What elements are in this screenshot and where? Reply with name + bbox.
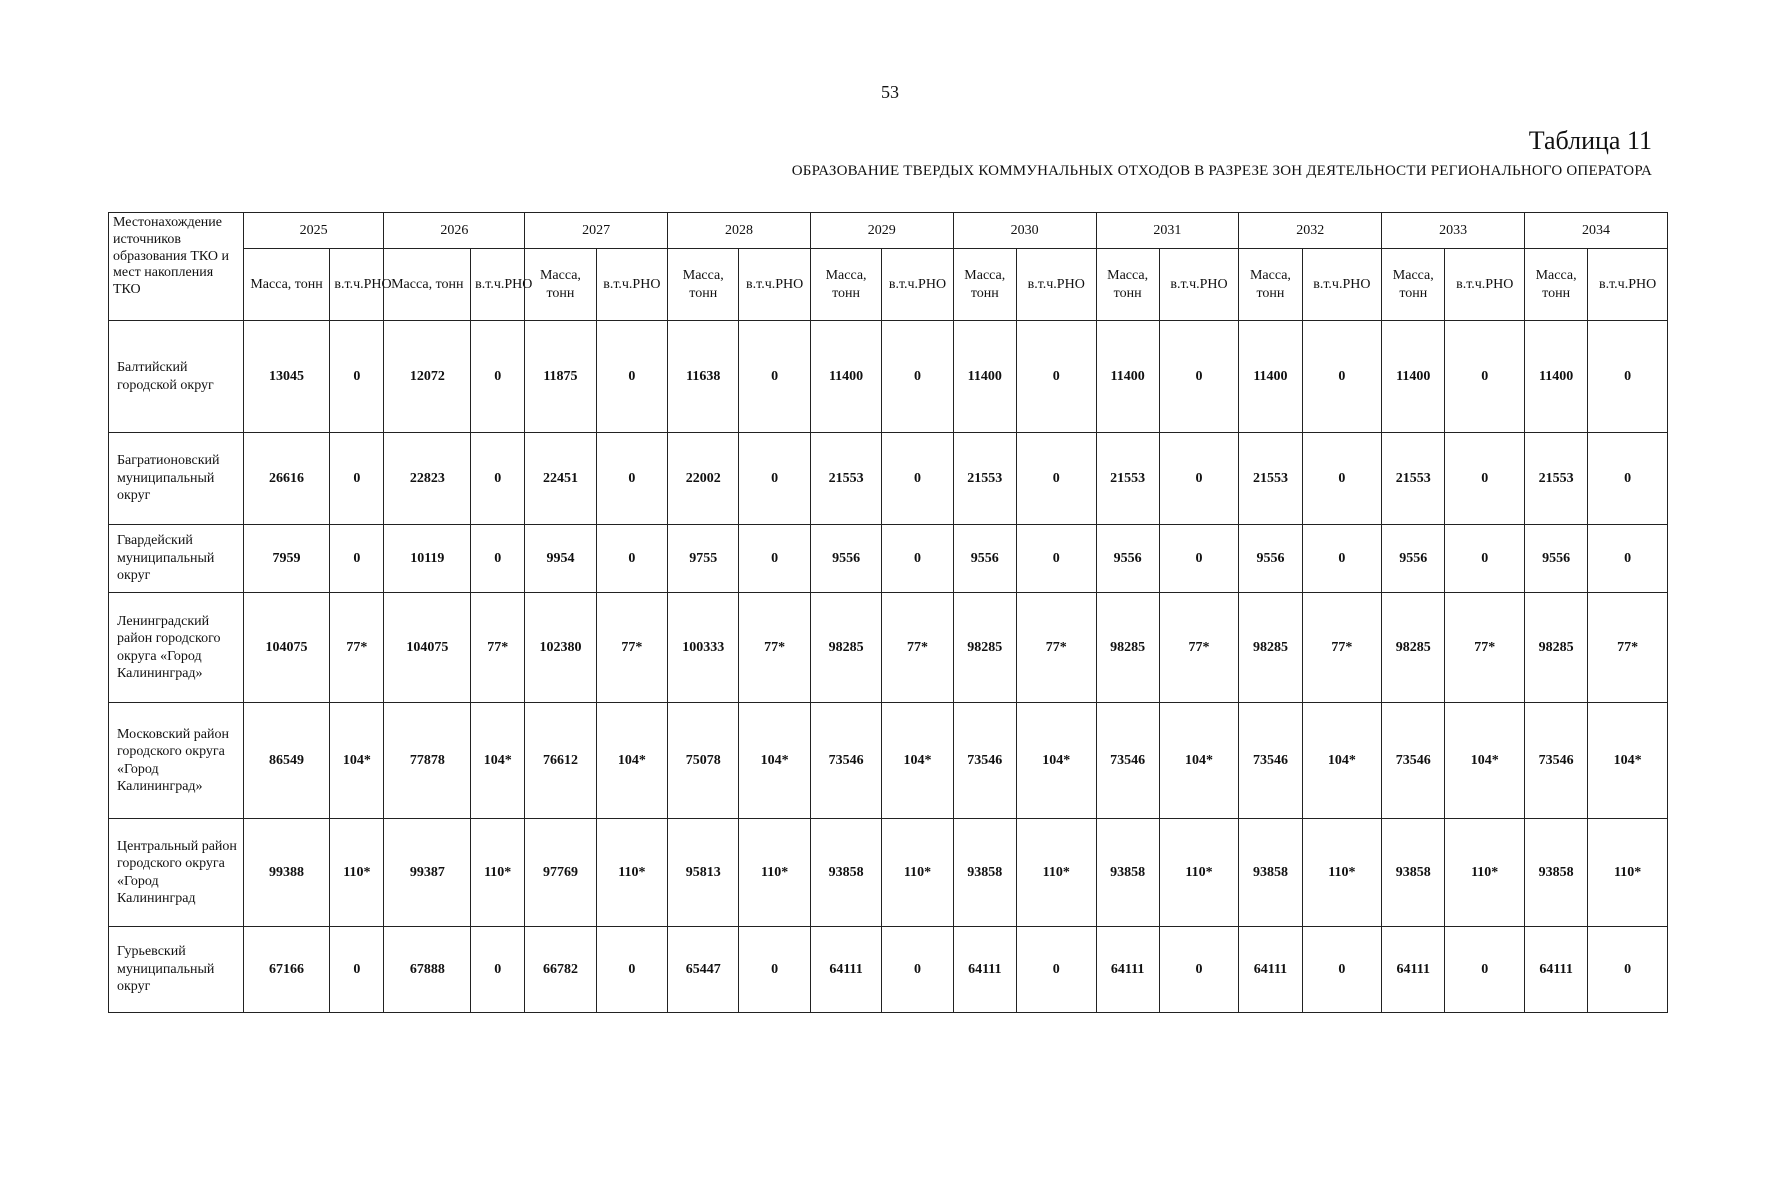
- mass-value: 22823: [409, 470, 445, 486]
- mass-cell: [243, 321, 330, 433]
- rno-cell: 0: [471, 927, 525, 1013]
- mass-value: 64111: [968, 961, 1002, 977]
- mass-value: 66782: [542, 961, 578, 977]
- mass-value: 11638: [686, 368, 721, 384]
- rno-cell: 0: [1302, 525, 1382, 593]
- mass-header: Масса, тонн: [1524, 249, 1587, 321]
- mass-value: 9556: [1542, 550, 1571, 566]
- mass-cell: [384, 927, 471, 1013]
- rno-cell: 77*: [1445, 593, 1525, 703]
- corner-header: Местонахождение источников образования ТКО и мест накопления ТКО: [109, 213, 244, 321]
- mass-value: 7959: [272, 550, 301, 566]
- mass-value: 9954: [546, 550, 575, 566]
- mass-value: 67888: [409, 961, 445, 977]
- mass-cell: [1239, 703, 1302, 819]
- rno-cell: 0: [1445, 927, 1525, 1013]
- mass-cell: [668, 593, 739, 703]
- rno-cell: 0: [1159, 927, 1239, 1013]
- mass-value: 11400: [1110, 368, 1145, 384]
- mass-value: 93858: [1110, 864, 1146, 880]
- mass-value: 97769: [542, 864, 578, 880]
- mass-cell: [243, 593, 330, 703]
- rno-cell: 0: [471, 321, 525, 433]
- rno-cell: 104*: [596, 703, 667, 819]
- rno-cell: 0: [1588, 321, 1668, 433]
- mass-value: 11400: [1538, 368, 1574, 384]
- mass-cell: [810, 703, 881, 819]
- row-label: Московский район городского округа «Город Калининград»: [109, 703, 244, 819]
- rno-cell: 0: [1159, 433, 1239, 525]
- mass-value: 93858: [828, 864, 864, 880]
- year-header-row: [109, 213, 1668, 249]
- rno-header: в.т.ч.РНО: [1016, 249, 1096, 321]
- rno-cell: 0: [1445, 525, 1525, 593]
- mass-cell: [810, 525, 881, 593]
- rno-cell: 77*: [1302, 593, 1382, 703]
- mass-value: 11875: [543, 368, 578, 384]
- mass-cell: [1096, 927, 1159, 1013]
- mass-cell: [953, 819, 1016, 927]
- mass-cell: [953, 321, 1016, 433]
- mass-value: 21553: [1110, 470, 1146, 486]
- mass-cell: [1382, 525, 1445, 593]
- mass-value: 21553: [1538, 470, 1574, 486]
- mass-cell: [1239, 927, 1302, 1013]
- mass-cell: [1239, 525, 1302, 593]
- mass-cell: [810, 321, 881, 433]
- year-header-2028: 2028: [668, 213, 811, 249]
- mass-value: 76612: [542, 752, 578, 768]
- mass-cell: [810, 433, 881, 525]
- rno-cell: 77*: [330, 593, 384, 703]
- rno-cell: 0: [739, 525, 810, 593]
- mass-value: 93858: [1395, 864, 1431, 880]
- rno-cell: 110*: [1016, 819, 1096, 927]
- mass-header: Масса, тонн: [1239, 249, 1302, 321]
- rno-cell: 0: [882, 321, 953, 433]
- row-label: Ленинградский район городского округа «Город Калининград»: [109, 593, 244, 703]
- mass-value: 11400: [828, 368, 864, 384]
- rno-header: в.т.ч.РНО: [1445, 249, 1525, 321]
- rno-cell: 0: [1159, 525, 1239, 593]
- mass-cell: [668, 525, 739, 593]
- mass-cell: [953, 927, 1016, 1013]
- rno-cell: 0: [1016, 321, 1096, 433]
- rno-cell: 0: [1588, 927, 1668, 1013]
- mass-value: 98285: [1110, 639, 1146, 655]
- mass-cell: [243, 819, 330, 927]
- rno-cell: 110*: [882, 819, 953, 927]
- mass-cell: [525, 433, 596, 525]
- table-row: [109, 927, 1668, 1013]
- mass-value: 93858: [967, 864, 1003, 880]
- mass-value: 9556: [832, 550, 861, 566]
- mass-cell: [1524, 819, 1587, 927]
- year-header-2032: 2032: [1239, 213, 1382, 249]
- rno-cell: 0: [471, 433, 525, 525]
- mass-value: 98285: [1252, 639, 1288, 655]
- rno-cell: 104*: [330, 703, 384, 819]
- year-header-2030: 2030: [953, 213, 1096, 249]
- mass-value: 13045: [269, 368, 305, 384]
- rno-cell: 0: [330, 525, 384, 593]
- mass-cell: [1524, 321, 1587, 433]
- rno-cell: 0: [1016, 927, 1096, 1013]
- mass-cell: [1096, 819, 1159, 927]
- rno-cell: 0: [1016, 433, 1096, 525]
- rno-header: в.т.ч.РНО: [330, 249, 384, 321]
- mass-value: 9755: [689, 550, 718, 566]
- mass-value: 22451: [542, 470, 578, 486]
- mass-cell: [243, 927, 330, 1013]
- mass-value: 11400: [967, 368, 1002, 384]
- rno-header: в.т.ч.РНО: [1302, 249, 1382, 321]
- rno-header: в.т.ч.РНО: [1159, 249, 1239, 321]
- rno-cell: 110*: [471, 819, 525, 927]
- rno-cell: 0: [1302, 927, 1382, 1013]
- row-label: Балтийский городской округ: [109, 321, 244, 433]
- mass-value: 65447: [685, 961, 721, 977]
- rno-cell: 110*: [739, 819, 810, 927]
- mass-header: Масса, тонн: [1096, 249, 1159, 321]
- mass-value: 73546: [828, 752, 864, 768]
- mass-value: 98285: [828, 639, 864, 655]
- mass-cell: [1239, 593, 1302, 703]
- rno-cell: 77*: [596, 593, 667, 703]
- table-body: [109, 321, 1668, 1013]
- rno-cell: 0: [596, 321, 667, 433]
- mass-cell: [384, 321, 471, 433]
- mass-cell: [668, 819, 739, 927]
- mass-cell: [1524, 703, 1587, 819]
- waste-generation-table: [108, 212, 1668, 1013]
- rno-cell: 0: [1302, 433, 1382, 525]
- mass-cell: [1524, 927, 1587, 1013]
- rno-cell: 110*: [1588, 819, 1668, 927]
- rno-cell: 0: [330, 433, 384, 525]
- rno-cell: 104*: [1016, 703, 1096, 819]
- rno-cell: 104*: [1445, 703, 1525, 819]
- rno-cell: 0: [1445, 433, 1525, 525]
- mass-value: 21553: [1395, 470, 1431, 486]
- table-row: [109, 819, 1668, 927]
- mass-cell: [1239, 433, 1302, 525]
- mass-value: 64111: [1253, 961, 1288, 977]
- mass-value: 73546: [1395, 752, 1431, 768]
- rno-cell: 110*: [1159, 819, 1239, 927]
- rno-cell: 0: [739, 321, 810, 433]
- rno-cell: 0: [1588, 525, 1668, 593]
- mass-cell: [668, 703, 739, 819]
- mass-header: Масса, тонн: [243, 249, 330, 321]
- year-header-2033: 2033: [1382, 213, 1525, 249]
- mass-cell: [1524, 433, 1587, 525]
- mass-value: 67166: [269, 961, 305, 977]
- mass-cell: [525, 593, 596, 703]
- mass-value: 93858: [1538, 864, 1574, 880]
- mass-value: 11400: [1253, 368, 1288, 384]
- rno-cell: 77*: [1016, 593, 1096, 703]
- year-header-2027: 2027: [525, 213, 668, 249]
- mass-value: 77878: [409, 752, 445, 768]
- rno-cell: 77*: [1588, 593, 1668, 703]
- rno-header: в.т.ч.РНО: [471, 249, 525, 321]
- mass-cell: [525, 525, 596, 593]
- mass-cell: [525, 703, 596, 819]
- rno-cell: 104*: [739, 703, 810, 819]
- mass-value: 11400: [1396, 368, 1431, 384]
- mass-value: 86549: [269, 752, 305, 768]
- row-label: Гурьевский муниципальный округ: [109, 927, 244, 1013]
- rno-cell: 104*: [1302, 703, 1382, 819]
- mass-value: 99388: [269, 864, 305, 880]
- mass-cell: [384, 593, 471, 703]
- mass-value: 95813: [685, 864, 721, 880]
- mass-cell: [384, 525, 471, 593]
- row-label: Гвардейский муниципальный округ: [109, 525, 244, 593]
- rno-cell: 104*: [882, 703, 953, 819]
- mass-cell: [668, 321, 739, 433]
- mass-cell: [1382, 321, 1445, 433]
- mass-value: 9556: [970, 550, 999, 566]
- rno-cell: 0: [330, 927, 384, 1013]
- mass-value: 9556: [1113, 550, 1142, 566]
- table-caption: Таблица 11: [1528, 126, 1652, 155]
- rno-cell: 0: [596, 525, 667, 593]
- mass-cell: [525, 819, 596, 927]
- mass-cell: [1524, 593, 1587, 703]
- mass-value: 21553: [828, 470, 864, 486]
- rno-header: в.т.ч.РНО: [1588, 249, 1668, 321]
- rno-cell: 0: [882, 433, 953, 525]
- mass-cell: [953, 433, 1016, 525]
- mass-header: Масса, тонн: [810, 249, 881, 321]
- year-header-2029: 2029: [810, 213, 953, 249]
- mass-value: 104075: [406, 639, 449, 655]
- mass-cell: [1382, 593, 1445, 703]
- mass-cell: [1382, 819, 1445, 927]
- rno-cell: 0: [596, 433, 667, 525]
- table-heading: ОБРАЗОВАНИЕ ТВЕРДЫХ КОММУНАЛЬНЫХ ОТХОДОВ В РАЗРЕЗЕ ЗОН ДЕЯТЕЛЬНОСТИ РЕГИОНАЛЬНОГО ОПЕРАТОРА: [791, 163, 1652, 179]
- mass-value: 98285: [967, 639, 1003, 655]
- table-row: [109, 321, 1668, 433]
- row-label: Центральный район городского округа «Город Калининград: [109, 819, 244, 927]
- rno-cell: 0: [882, 927, 953, 1013]
- mass-cell: [384, 703, 471, 819]
- rno-cell: 110*: [1302, 819, 1382, 927]
- rno-cell: 0: [739, 927, 810, 1013]
- mass-value: 21553: [967, 470, 1003, 486]
- mass-value: 93858: [1252, 864, 1288, 880]
- mass-cell: [953, 525, 1016, 593]
- table-row: [109, 433, 1668, 525]
- mass-cell: [953, 703, 1016, 819]
- mass-cell: [525, 321, 596, 433]
- rno-cell: 0: [471, 525, 525, 593]
- table-row: [109, 703, 1668, 819]
- year-header-2034: 2034: [1524, 213, 1667, 249]
- mass-cell: [953, 593, 1016, 703]
- mass-value: 100333: [682, 639, 725, 655]
- mass-cell: [1096, 525, 1159, 593]
- mass-value: 73546: [1110, 752, 1146, 768]
- page-number: 53: [881, 82, 899, 102]
- mass-header: Масса, тонн: [953, 249, 1016, 321]
- rno-cell: 77*: [739, 593, 810, 703]
- mass-value: 73546: [967, 752, 1003, 768]
- rno-cell: 110*: [1445, 819, 1525, 927]
- rno-cell: 0: [1159, 321, 1239, 433]
- year-header-2025: 2025: [243, 213, 384, 249]
- mass-value: 9556: [1256, 550, 1285, 566]
- mass-value: 75078: [685, 752, 721, 768]
- mass-cell: [1239, 321, 1302, 433]
- year-header-2026: 2026: [384, 213, 525, 249]
- mass-value: 22002: [685, 470, 721, 486]
- mass-header: Масса, тонн: [525, 249, 596, 321]
- rno-cell: 110*: [330, 819, 384, 927]
- rno-cell: 77*: [471, 593, 525, 703]
- mass-cell: [1096, 703, 1159, 819]
- mass-cell: [1096, 321, 1159, 433]
- mass-cell: [1524, 525, 1587, 593]
- mass-cell: [1382, 703, 1445, 819]
- rno-cell: 0: [1445, 321, 1525, 433]
- mass-cell: [810, 593, 881, 703]
- rno-header: в.т.ч.РНО: [596, 249, 667, 321]
- rno-cell: 0: [882, 525, 953, 593]
- mass-cell: [810, 927, 881, 1013]
- mass-header: Масса, тонн: [668, 249, 739, 321]
- rno-cell: 110*: [596, 819, 667, 927]
- mass-cell: [525, 927, 596, 1013]
- mass-cell: [668, 927, 739, 1013]
- rno-cell: 0: [1588, 433, 1668, 525]
- mass-value: 73546: [1538, 752, 1574, 768]
- mass-cell: [1382, 433, 1445, 525]
- mass-value: 64111: [1110, 961, 1145, 977]
- rno-cell: 77*: [1159, 593, 1239, 703]
- mass-header: Масса, тонн: [1382, 249, 1445, 321]
- rno-cell: 0: [330, 321, 384, 433]
- mass-value: 102380: [539, 639, 582, 655]
- mass-header: Масса, тонн: [384, 249, 471, 321]
- mass-value: 9556: [1399, 550, 1428, 566]
- mass-value: 104075: [265, 639, 308, 655]
- mass-cell: [1382, 927, 1445, 1013]
- mass-cell: [243, 703, 330, 819]
- mass-value: 99387: [409, 864, 445, 880]
- rno-cell: 104*: [1588, 703, 1668, 819]
- mass-cell: [1239, 819, 1302, 927]
- rno-cell: 0: [1016, 525, 1096, 593]
- mass-cell: [1096, 433, 1159, 525]
- mass-value: 64111: [1539, 961, 1573, 977]
- mass-value: 26616: [269, 470, 305, 486]
- rno-cell: 0: [596, 927, 667, 1013]
- mass-value: 64111: [829, 961, 863, 977]
- mass-cell: [243, 433, 330, 525]
- year-header-2031: 2031: [1096, 213, 1239, 249]
- mass-cell: [384, 819, 471, 927]
- table-row: [109, 525, 1668, 593]
- rno-cell: 77*: [882, 593, 953, 703]
- mass-value: 21553: [1252, 470, 1288, 486]
- mass-value: 98285: [1395, 639, 1431, 655]
- mass-cell: [810, 819, 881, 927]
- mass-value: 73546: [1252, 752, 1288, 768]
- mass-value: 10119: [410, 550, 445, 566]
- sub-header-row: [109, 249, 1668, 321]
- mass-value: 12072: [409, 368, 445, 384]
- mass-cell: [1096, 593, 1159, 703]
- mass-cell: [243, 525, 330, 593]
- table-row: [109, 593, 1668, 703]
- rno-header: в.т.ч.РНО: [882, 249, 953, 321]
- row-label: Багратионовский муниципальный округ: [109, 433, 244, 525]
- rno-header: в.т.ч.РНО: [739, 249, 810, 321]
- mass-value: 98285: [1538, 639, 1574, 655]
- mass-value: 64111: [1396, 961, 1431, 977]
- rno-cell: 0: [739, 433, 810, 525]
- rno-cell: 0: [1302, 321, 1382, 433]
- mass-cell: [668, 433, 739, 525]
- rno-cell: 104*: [471, 703, 525, 819]
- rno-cell: 104*: [1159, 703, 1239, 819]
- mass-cell: [384, 433, 471, 525]
